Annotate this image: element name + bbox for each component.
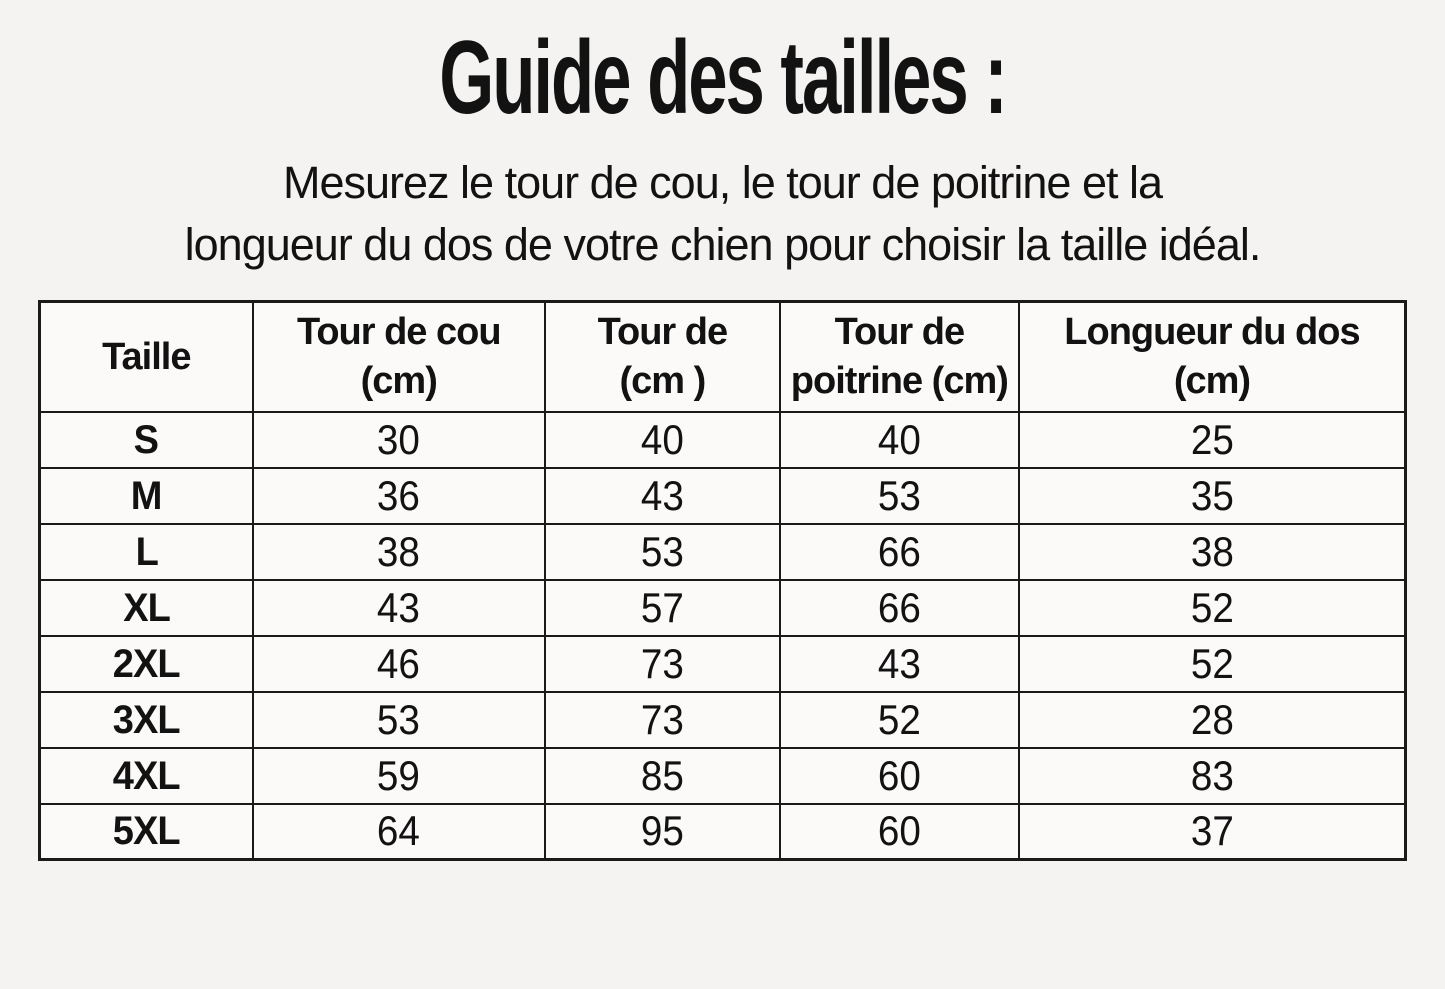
header-line: Tour de [834,311,965,354]
header-line: Tour de cou [296,311,501,354]
value-cell [545,636,780,692]
value-text: 38 [1190,527,1234,575]
size-label: 4XL [112,753,180,798]
value-cell [253,748,545,804]
value-text: 28 [1190,695,1234,743]
size-cell [40,692,253,748]
value-cell [253,580,545,636]
value-text: 38 [377,527,421,575]
value-text: 36 [377,471,421,519]
table-row-2XL [40,636,1406,692]
header-line: Tour de [597,311,728,354]
value-cell [253,804,545,860]
value-text: 43 [640,471,684,519]
table-row-5XL [40,804,1406,860]
header-line: poitrine (cm) [790,359,1008,402]
value-cell [780,524,1019,580]
table-row-S [40,412,1406,468]
table-row-L [40,524,1406,580]
header-line: (cm) [360,359,437,402]
value-cell [1019,524,1406,580]
value-cell [545,580,780,636]
value-text: 85 [640,751,684,799]
value-text: 64 [377,807,421,855]
value-text: 43 [877,639,921,687]
value-text: 30 [377,415,421,463]
value-text: 66 [877,527,921,575]
value-text: 37 [1190,807,1234,855]
value-cell [780,692,1019,748]
value-cell [253,412,545,468]
table-row-3XL [40,692,1406,748]
size-label: XL [122,585,170,630]
value-text: 60 [877,807,921,855]
header-cell-0 [40,302,253,412]
value-cell [1019,580,1406,636]
header-line: Longueur du dos [1064,311,1360,354]
value-cell [780,748,1019,804]
header-line: (cm) [1173,359,1251,402]
value-text: 73 [640,639,684,687]
value-text: 46 [377,639,421,687]
header-cell-4 [1019,302,1406,412]
table-row-XL [40,580,1406,636]
value-cell [1019,692,1406,748]
value-cell [253,692,545,748]
size-label: 2XL [112,641,180,686]
value-text: 83 [1190,751,1234,799]
subtitle [0,152,1445,276]
value-cell [1019,804,1406,860]
subtitle-line-1: Mesurez le tour de cou, le tour de poitrine et la [282,157,1162,208]
page [0,20,1445,989]
value-cell [253,468,545,524]
value-text: 52 [1190,583,1234,631]
size-cell [40,412,253,468]
header-cell-1 [253,302,545,412]
size-cell [40,580,253,636]
value-cell [1019,412,1406,468]
table-row-4XL [40,748,1406,804]
value-text: 40 [877,415,921,463]
value-text: 57 [640,583,684,631]
value-text: 53 [640,527,684,575]
value-cell [780,412,1019,468]
size-label: L [135,529,158,574]
size-cell [40,636,253,692]
value-cell [780,580,1019,636]
value-cell [780,804,1019,860]
size-label: 3XL [112,697,180,742]
title-wrap [0,20,1445,146]
value-cell [545,468,780,524]
size-cell [40,468,253,524]
value-cell [545,748,780,804]
table-header [40,302,1406,412]
size-cell [40,524,253,580]
value-text: 25 [1190,415,1234,463]
value-cell [545,412,780,468]
header-row [40,302,1406,412]
table-body [40,412,1406,860]
value-text: 73 [640,695,684,743]
value-text: 53 [377,695,421,743]
value-cell [253,524,545,580]
value-cell [1019,468,1406,524]
header-line: Taille [102,335,191,378]
value-text: 52 [877,695,921,743]
value-text: 66 [877,583,921,631]
size-guide-table [38,300,1407,861]
value-cell [780,636,1019,692]
size-label: M [130,473,162,518]
size-cell [40,804,253,860]
value-text: 59 [377,751,421,799]
value-text: 53 [877,471,921,519]
value-cell [545,692,780,748]
value-text: 60 [877,751,921,799]
size-label: S [134,417,159,462]
value-text: 52 [1190,639,1234,687]
page-title: Guide des tailles : [439,20,1006,136]
value-cell [545,524,780,580]
header-line: (cm ) [619,359,706,402]
subtitle-line-2: longueur du dos de votre chien pour choisir la taille idéal. [184,219,1261,271]
value-cell [545,804,780,860]
value-text: 95 [640,807,684,855]
value-text: 43 [377,583,421,631]
header-cell-3 [780,302,1019,412]
value-cell [1019,636,1406,692]
size-label: 5XL [112,809,180,854]
value-cell [1019,748,1406,804]
size-cell [40,748,253,804]
value-text: 40 [640,415,684,463]
value-cell [253,636,545,692]
table-row-M [40,468,1406,524]
value-cell [780,468,1019,524]
value-text: 35 [1190,471,1234,519]
header-cell-2 [545,302,780,412]
